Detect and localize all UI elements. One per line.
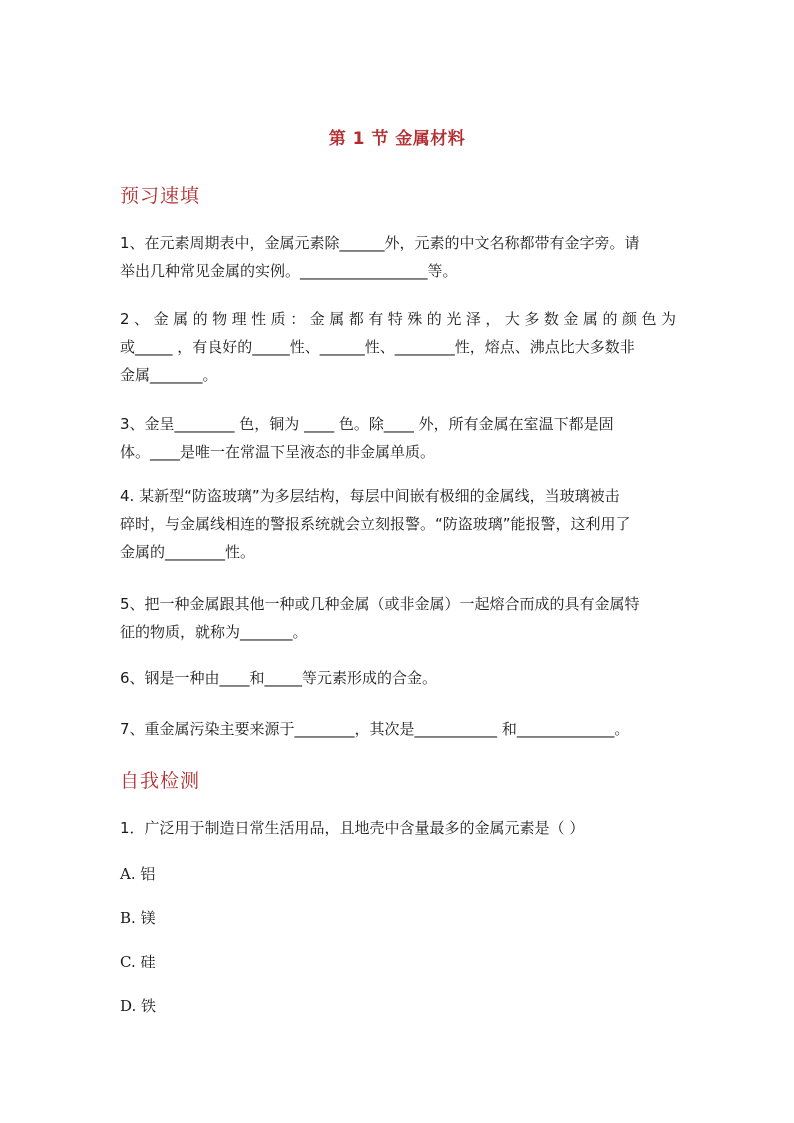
section-heading-self-test: 自我检测 [120,770,201,792]
option-d-letter: D. [120,997,137,1015]
question-4 [120,482,676,566]
question-4-line-2: 碎时，与金属线相连的警报系统就会立刻报警。“防盗玻璃”能报警，这利用了 [120,515,631,533]
question-4-line-3: 金属的________性。 [120,543,256,561]
question-6 [120,664,676,692]
option-d-text: 铁 [141,997,157,1015]
question-2-line-1: 2、金属的物理性质：金属都有特殊的光泽，大多数金属的颜色为 [120,310,676,328]
question-2-line-2: 或_____ ，有良好的_____性、______性、________性，熔点、沸点比大多数非 [120,338,635,356]
option-a-text: 铝 [140,865,156,883]
question-1-line-2: 举出几种常见金属的实例。_________________等。 [120,262,458,280]
question-3-line-1: 3、金呈________ 色，铜为 ____ 色。除____ 外，所有金属在室温下都是固 [120,415,614,433]
question-3-line-2: 体。____是唯一在常温下呈液态的非金属单质。 [120,443,436,461]
option-d [120,994,156,1018]
option-c [120,950,156,974]
question-4-line-1: 4. 某新型“防盗玻璃”为多层结构，每层中间嵌有极细的金属线，当玻璃被击 [120,487,620,505]
question-7-line-1: 7、重金属污染主要来源于________，其次是___________ 和_____________。 [120,720,630,738]
page-title: 第 1 节 金属材料 [328,129,466,149]
option-b-text: 镁 [140,909,156,927]
self-test-question [120,814,676,842]
option-b-letter: B. [120,909,136,927]
question-2-line-3: 金属_______。 [120,366,218,384]
question-2 [120,305,676,389]
option-c-text: 硅 [140,953,156,971]
option-b [120,906,156,930]
self-test-question-text: 1．广泛用于制造日常生活用品，且地壳中含量最多的金属元素是（ ） [120,819,585,837]
question-1 [120,229,676,285]
question-5-line-1: 5、把一种金属跟其他一种或几种金属（或非金属）一起熔合而成的具有金属特 [120,595,640,613]
question-7 [120,715,676,743]
option-c-letter: C. [120,953,136,971]
option-a [120,862,155,886]
question-1-line-1: 1、在元素周期表中，金属元素除______外，元素的中文名称都带有金字旁。请 [120,234,640,252]
option-a-letter: A. [120,865,136,883]
question-3 [120,410,676,466]
section-heading-preview: 预习速填 [120,185,201,207]
question-5 [120,590,676,646]
question-6-line-1: 6、钢是一种由____和_____等元素形成的合金。 [120,669,438,687]
question-5-line-2: 征的物质，就称为_______。 [120,623,308,641]
